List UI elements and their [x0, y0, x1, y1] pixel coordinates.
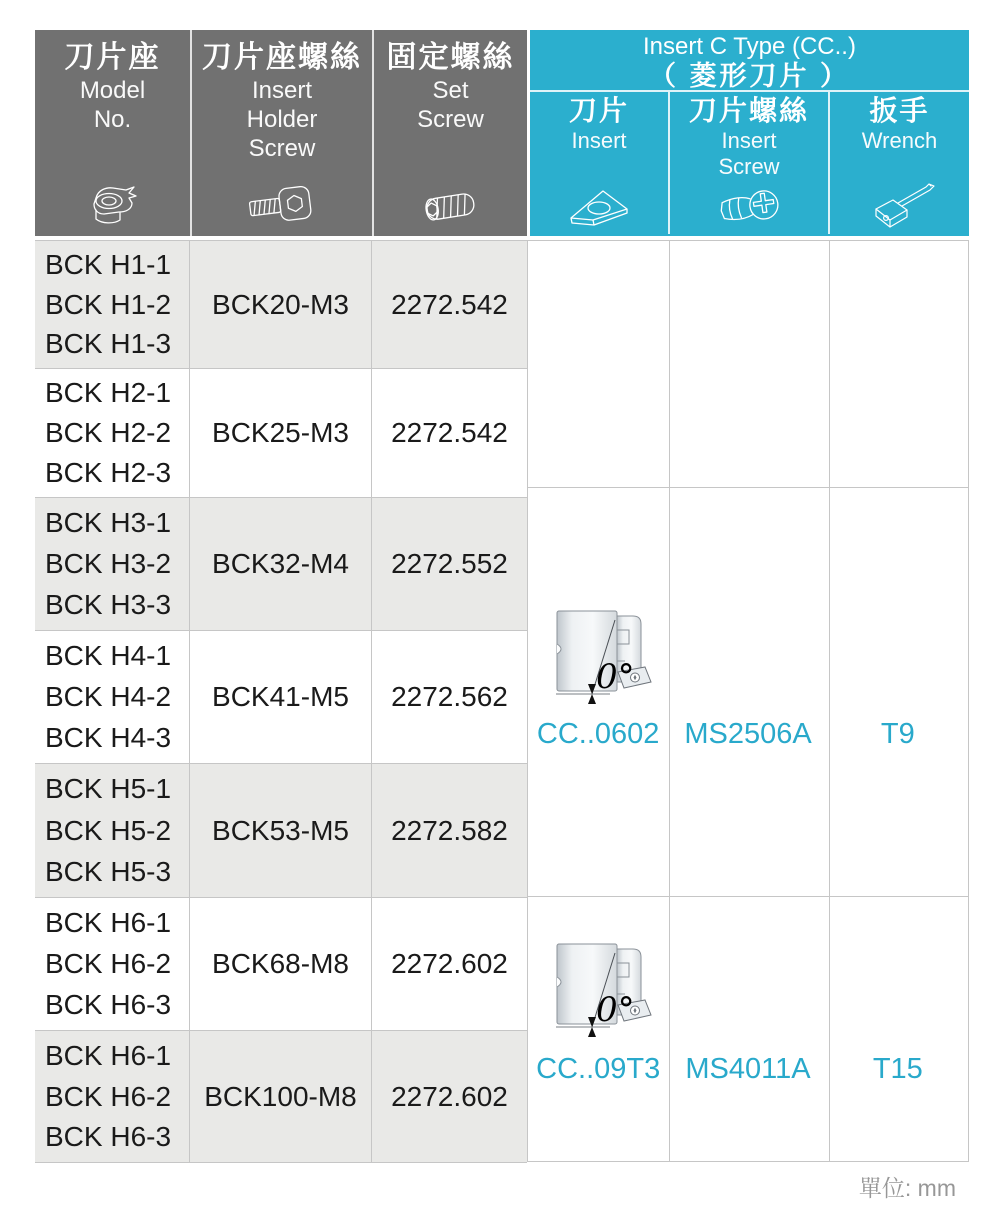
model-no: BCK H6-1: [45, 907, 172, 938]
header-insert-holder-screw: [190, 30, 372, 236]
set-screw-cell: 2272.602: [391, 948, 508, 979]
header-model-no-en1: Model: [79, 77, 146, 104]
model-no: BCK H5-1: [45, 773, 172, 805]
model-no-cell: [35, 241, 190, 368]
insert-section-empty: [527, 240, 969, 488]
model-no-cell: [35, 369, 190, 497]
header-set-screw-zh: 固定螺絲: [386, 41, 515, 74]
model-no: BCK H3-1: [45, 507, 172, 538]
table-row-group-h3: [35, 498, 527, 631]
table-row-group-h1: [35, 241, 527, 369]
model-no-cell: [35, 1031, 190, 1162]
table-row-group-h5: [35, 764, 527, 898]
insert-c-type-table: [527, 240, 969, 1162]
insert-icon: [530, 182, 668, 230]
model-no: BCK H6-2: [45, 948, 172, 979]
model-no: BCK H2-2: [45, 417, 172, 448]
header-holder-screw-en1: Insert: [251, 77, 313, 104]
model-no: BCK H5-3: [45, 855, 172, 887]
clamp-icon: [35, 176, 190, 230]
holder-screw-cell: BCK25-M3: [190, 369, 372, 497]
header-insert-screw-zh: 刀片螺絲: [688, 95, 809, 126]
insert-section-cc09t3: [527, 897, 969, 1162]
header-model-no-en2: No.: [93, 106, 132, 133]
insert-c-type-title-zh: （ 菱形刀片 ）: [648, 61, 850, 91]
angle-label: 0°: [596, 657, 635, 697]
header-insert-screw-en1: Insert: [721, 128, 777, 153]
header-set-screw: [372, 30, 527, 236]
set-screw-cell: 2272.562: [391, 681, 508, 712]
insert-c-type-header-block: [530, 30, 969, 236]
model-no: BCK H4-3: [45, 722, 172, 753]
holder-screw-cell: BCK41-M5: [190, 631, 372, 763]
insert-code: CC..0602: [536, 717, 660, 750]
header-wrench-en: Wrench: [861, 128, 938, 153]
grid-line: [829, 897, 830, 1161]
model-no: BCK H4-1: [45, 640, 172, 671]
model-no: BCK H2-1: [45, 377, 172, 408]
insert-code: CC..09T3: [536, 1052, 661, 1085]
wrench-icon: [830, 176, 969, 230]
model-no: BCK H6-2: [45, 1080, 172, 1112]
insert-section-labels: [528, 714, 968, 754]
insert-c-type-title: [530, 30, 969, 92]
header-insert-screw-en2: Screw: [718, 154, 780, 179]
header-model-no-zh: 刀片座: [64, 41, 161, 74]
model-no: BCK H1-3: [45, 328, 172, 360]
header-insert-screw: [668, 92, 828, 234]
model-no-cell: [35, 898, 190, 1030]
set-screw-icon: [374, 184, 527, 230]
insert-section-labels: [528, 1049, 968, 1089]
header-wrench: [828, 92, 969, 234]
insert-c-type-title-en: Insert C Type (CC..): [643, 33, 856, 60]
set-screw-cell: 2272.552: [391, 548, 508, 579]
grid-line: [829, 241, 830, 487]
holder-screw-cell: BCK32-M4: [190, 498, 372, 630]
table-row-group-h4: [35, 631, 527, 764]
header-holder-screw-en3: Screw: [248, 135, 316, 162]
insert-screw-code: MS2506A: [684, 717, 812, 750]
holder-screw-cell: BCK53-M5: [190, 764, 372, 897]
holder-table: [35, 240, 527, 1163]
grid-line: [669, 488, 670, 896]
header-insert-en: Insert: [571, 128, 627, 153]
model-no: BCK H3-3: [45, 589, 172, 620]
grid-line: [829, 488, 830, 896]
wrench-code: T9: [880, 717, 915, 750]
cap-screw-icon: [192, 180, 372, 230]
model-no: BCK H3-2: [45, 548, 172, 579]
angle-label: 0°: [596, 990, 635, 1030]
model-no: BCK H5-2: [45, 814, 172, 846]
set-screw-cell: 2272.582: [391, 814, 508, 846]
grid-line: [669, 897, 670, 1161]
left-header-block: [35, 30, 527, 236]
header-holder-screw-en2: Holder: [246, 106, 318, 133]
holder-screw-cell: BCK68-M8: [190, 898, 372, 1030]
cartridge-holder-figure: [552, 604, 662, 714]
table-row-group-h2: [35, 369, 527, 498]
header-model-no: [35, 30, 190, 236]
header-insert: [530, 92, 668, 234]
header-insert-zh: 刀片: [568, 95, 629, 126]
header-wrench-zh: 扳手: [869, 95, 930, 126]
insert-section-cc0602: [527, 488, 969, 897]
grid-line: [669, 241, 670, 487]
header-set-screw-en1: Set: [432, 77, 469, 104]
table-row-group-h6: [35, 898, 527, 1031]
model-no: BCK H1-1: [45, 248, 172, 280]
cartridge-holder-figure: [552, 937, 662, 1047]
model-no: BCK H4-2: [45, 681, 172, 712]
set-screw-cell: 2272.602: [391, 1080, 508, 1112]
model-no-cell: [35, 498, 190, 630]
model-no: BCK H6-1: [45, 1039, 172, 1071]
model-no: BCK H6-3: [45, 1121, 172, 1153]
model-no: BCK H6-3: [45, 989, 172, 1020]
unit-label: 單位: mm: [858, 1175, 956, 1201]
model-no-cell: [35, 631, 190, 763]
holder-screw-cell: BCK100-M8: [190, 1031, 372, 1162]
header-holder-screw-zh: 刀片座螺絲: [202, 41, 362, 74]
countersunk-screw-icon: [670, 184, 828, 230]
holder-screw-cell: BCK20-M3: [190, 241, 372, 368]
set-screw-cell: 2272.542: [391, 288, 508, 320]
model-no: BCK H1-2: [45, 288, 172, 320]
insert-c-type-subheader: [530, 92, 969, 234]
model-no-cell: [35, 764, 190, 897]
table-row-group-h6b: [35, 1031, 527, 1163]
wrench-code: T15: [872, 1052, 923, 1085]
insert-screw-code: MS4011A: [685, 1052, 811, 1085]
set-screw-cell: 2272.542: [391, 417, 508, 448]
header-set-screw-en2: Screw: [417, 106, 484, 133]
model-no: BCK H2-3: [45, 457, 172, 488]
